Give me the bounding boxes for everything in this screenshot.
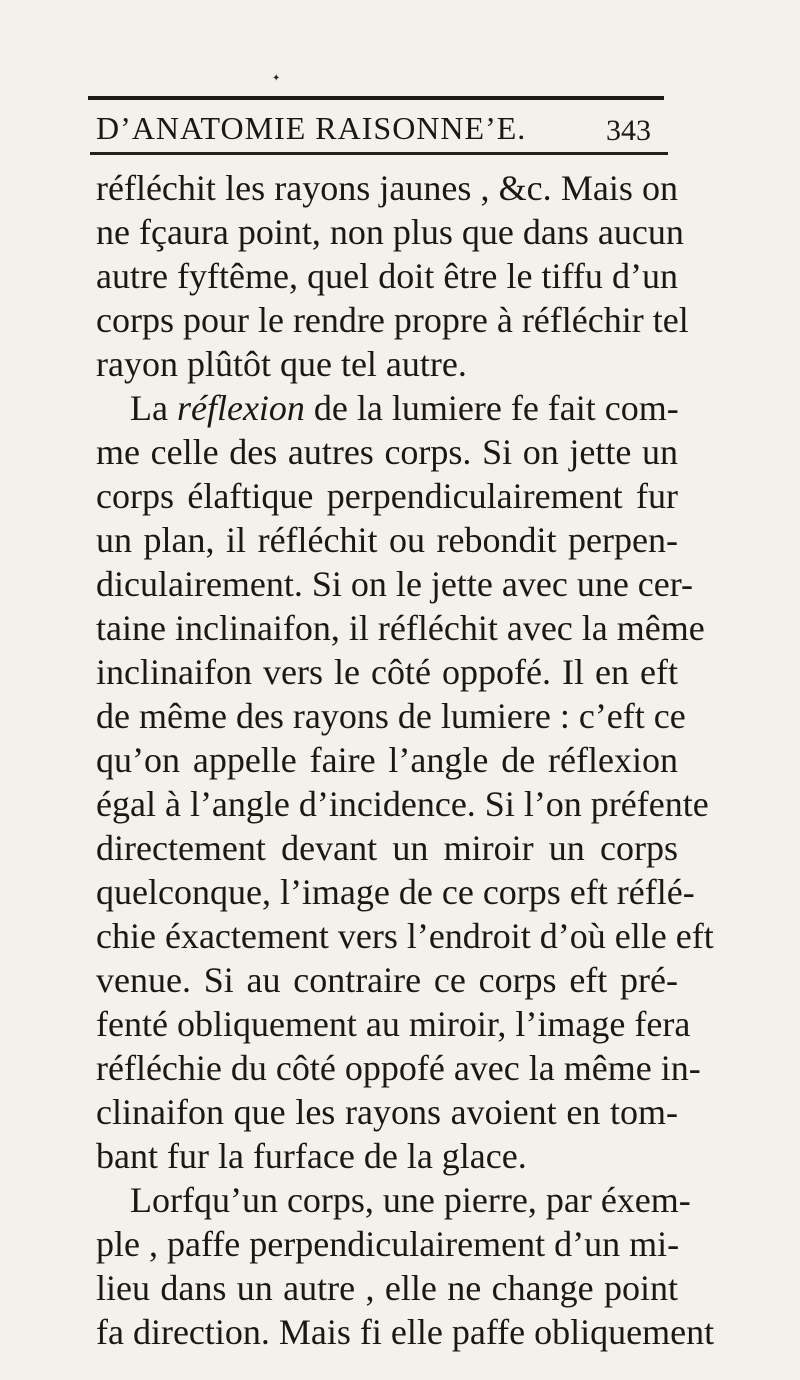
text-line: me celle des autres corps. Si on jette un [96,432,678,472]
text-line: de même des rayons de lumiere : c’eft ce [96,696,686,736]
text-line: réfléchie du côté oppofé avec la même in- [96,1048,701,1088]
text-line: autre fyftême, quel doit être le tiffu d’un [96,256,678,296]
text-line: diculairement. Si on le jette avec une cer- [96,564,694,604]
text-line: réfléchit les rayons jaunes , &c. Mais on [96,168,678,208]
text-line: fenté obliquement au miroir, l’image fera [96,1004,691,1044]
text-line: bant fur la furface de la glace. [96,1136,527,1176]
paragraph-opening-line [130,386,678,430]
text-line: taine inclinaifon, il réfléchit avec la même [96,608,705,648]
italic-term: réflexion [176,388,305,428]
text-line: qu’on appelle faire l’angle de réflexion [96,740,678,780]
ornament-mark: ✦ [272,73,281,84]
text-line: un plan, il réfléchit ou rebondit perpen- [96,520,678,560]
text-line: rayon plûtôt que tel autre. [96,344,467,384]
text-line: fa direction. Mais fi elle paffe obliquement [96,1312,715,1352]
text-line: chie éxactement vers l’endroit d’où elle eft [96,916,714,956]
text-line: lieu dans un autre , elle ne change point [96,1268,678,1308]
running-head: D’ANATOMIE RAISONNE’E. [96,110,527,146]
text-line: corps pour le rendre propre à réfléchir tel [96,300,689,340]
text-line: corps élaftique perpendiculairement fur [96,476,678,516]
text-line: quelconque, l’image de ce corps eft réflé- [96,872,695,912]
paragraph-lead-word: La [130,388,168,428]
text-line: venue. Si au contraire ce corps eft pré- [96,960,678,1000]
page-number: 343 [606,114,651,147]
text-line: inclinaifon vers le côté oppofé. Il en eft [96,652,678,692]
text-line: égal à l’angle d’incidence. Si l’on préfente [96,784,709,824]
text-line: ne fçaura point, non plus que dans aucun [96,212,684,252]
text-line: ple , paffe perpendiculairement d’un mi- [96,1224,680,1264]
text-line: clinaifon que les rayons avoient en tom- [96,1092,678,1132]
text-line: Lorfqu’un corps, une pierre, par éxem- [130,1180,691,1220]
text-line: directement devant un miroir un corps [96,828,678,868]
text-line-remainder: de la lumiere fe fait com- [313,388,679,428]
